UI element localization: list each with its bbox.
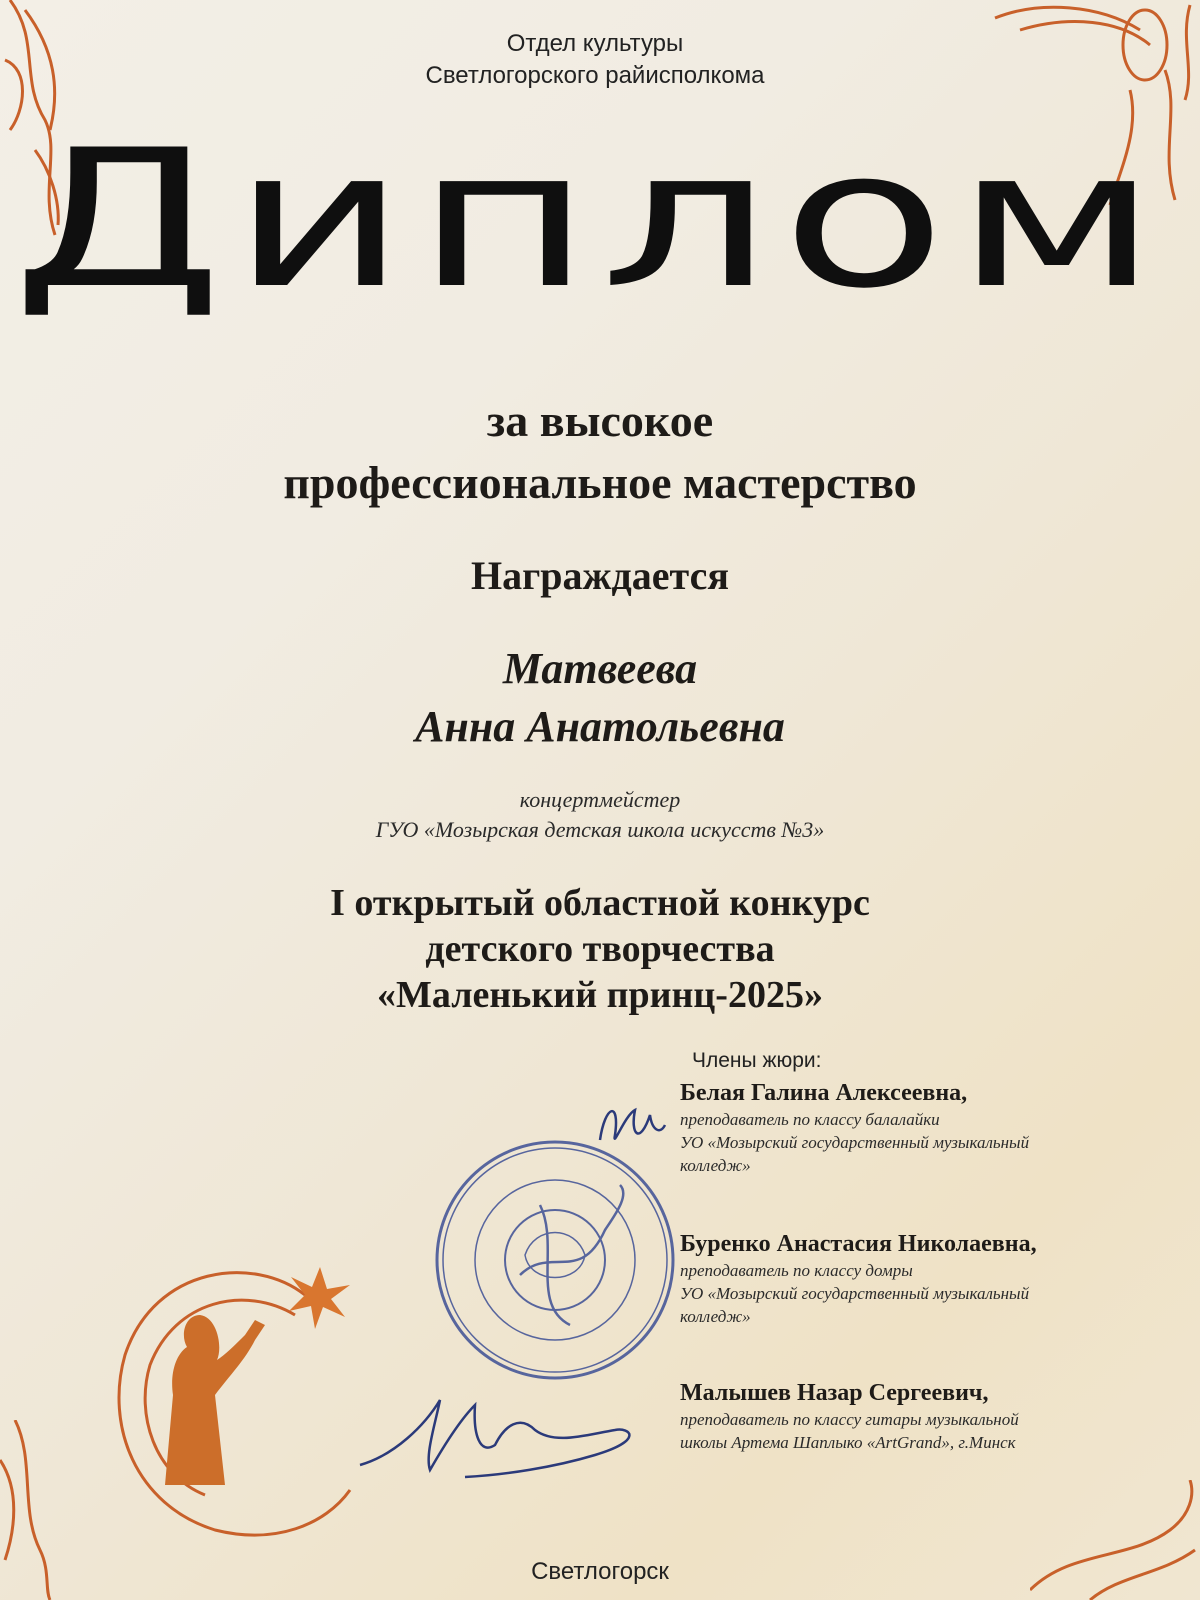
juror-role-line: преподаватель по классу домры [680,1261,913,1280]
issuer-line-1: Отдел культуры [506,30,684,57]
contest-line-3: «Маленький принц-2025» [377,974,823,1016]
juror-role-line: колледж» [680,1156,751,1175]
juror-role-line: УО «Мозырский государственный музыкальный [680,1133,1030,1152]
juror-2 [680,1229,1140,1328]
diploma-title-text: Диплом [12,109,1168,330]
contest-name [0,880,1200,1018]
signature-icon [590,1095,670,1165]
recipient-name [0,640,1200,756]
recipient-organization: ГУО «Мозырская детская школа искусств №3» [375,817,825,842]
awarded-label: Награждается [470,553,730,598]
recipient-role: концертмейстер [519,787,681,812]
diploma-title [0,110,1200,330]
jury-block [680,1048,1140,1454]
round-seal-icon [430,1135,680,1385]
juror-role-line: преподаватель по классу балалайки [680,1110,940,1129]
issuer-line-2: Светлогорского райисполкома [425,62,765,89]
signature-2-icon [355,1385,655,1495]
juror-3 [680,1378,1140,1454]
juror-role-line: преподаватель по классу гитары музыкальной [680,1410,1019,1429]
contest-line-2: детского творчества [425,928,775,970]
juror-name: Буренко Анастасия Николаевна, [680,1231,1037,1257]
little-prince-logo-icon [105,1255,365,1555]
recipient-position [0,785,1200,845]
juror-role-line: школы Артема Шаплыко «ArtGrand», г.Минск [680,1433,1016,1452]
recipient-surname: Матвеева [502,644,698,693]
juror-role-line: УО «Мозырский государственный музыкальный [680,1284,1030,1303]
issuer-block [0,28,1200,92]
city-label: Светлогорск [531,1558,669,1585]
juror-1 [680,1078,1140,1177]
contest-line-1: I открытый областной конкурс [330,882,870,924]
jury-title: Члены жюри: [692,1049,822,1072]
juror-name: Малышев Назар Сергеевич, [680,1380,989,1406]
award-reason-line-2: профессиональное мастерство [283,457,917,508]
award-reason [0,390,1200,514]
juror-role-line: колледж» [680,1307,751,1326]
award-reason-line-1: за высокое [486,395,714,446]
recipient-given-names: Анна Анатольевна [415,702,785,751]
juror-name: Белая Галина Алексеевна, [680,1080,968,1106]
